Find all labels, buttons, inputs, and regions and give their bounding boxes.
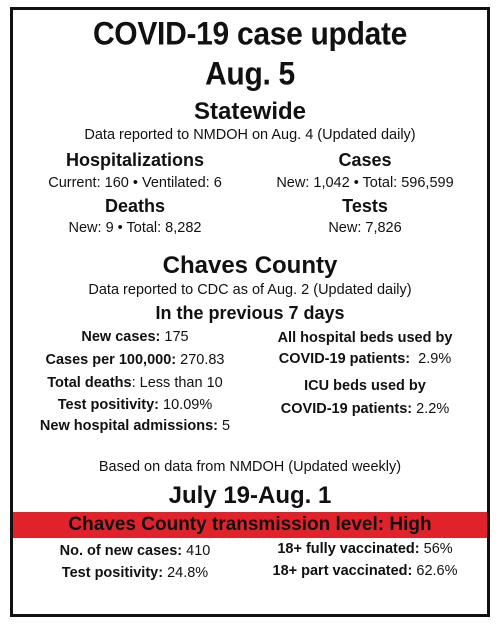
page-title: COVID-19 case update — [92, 16, 408, 53]
part-vaccinated: 18+ part vaccinated: 62.6% — [272, 563, 458, 579]
county-cases-per-100k: Cases per 100,000: 270.83 — [45, 352, 225, 368]
hospital-beds-label: All hospital beds used by — [277, 330, 453, 346]
hospital-beds-value: COVID-19 patients: 2.9% — [278, 351, 452, 367]
weekly-period: July 19-Aug. 1 — [168, 482, 332, 509]
weekly-source: Based on data from NMDOH (Updated weekly) — [98, 459, 402, 475]
update-date: Aug. 5 — [205, 56, 295, 93]
county-heading: Chaves County — [162, 252, 338, 279]
county-test-positivity: Test positivity: 10.09% — [57, 397, 213, 413]
weekly-test-positivity: Test positivity: 24.8% — [61, 565, 209, 581]
tests-value: New: 7,826 — [328, 220, 402, 236]
deaths-label: Deaths — [104, 196, 166, 216]
icu-beds-label: ICU beds used by — [304, 378, 426, 394]
county-source: Data reported to CDC as of Aug. 2 (Updated daily) — [88, 282, 412, 298]
county-period: In the previous 7 days — [155, 303, 345, 323]
fully-vaccinated: 18+ fully vaccinated: 56% — [277, 541, 453, 557]
icu-beds-value: COVID-19 patients: 2.2% — [280, 401, 450, 417]
hospitalizations-label: Hospitalizations — [65, 150, 204, 170]
tests-label: Tests — [342, 196, 388, 216]
cases-value: New: 1,042 • Total: 596,599 — [276, 175, 454, 191]
statewide-heading: Statewide — [193, 98, 307, 125]
hospitalizations-value: Current: 160 • Ventilated: 6 — [48, 175, 222, 191]
county-new-admissions: New hospital admissions: 5 — [39, 418, 231, 434]
deaths-value: New: 9 • Total: 8,282 — [68, 220, 202, 236]
statewide-source: Data reported to NMDOH on Aug. 4 (Updated daily) — [84, 127, 416, 143]
county-new-cases: New cases: 175 — [81, 329, 189, 345]
cases-label: Cases — [338, 150, 392, 170]
transmission-level-banner: Chaves County transmission level: High — [13, 512, 487, 538]
county-total-deaths: Total deaths: Less than 10 — [47, 375, 223, 391]
weekly-new-cases: No. of new cases: 410 — [59, 543, 211, 559]
